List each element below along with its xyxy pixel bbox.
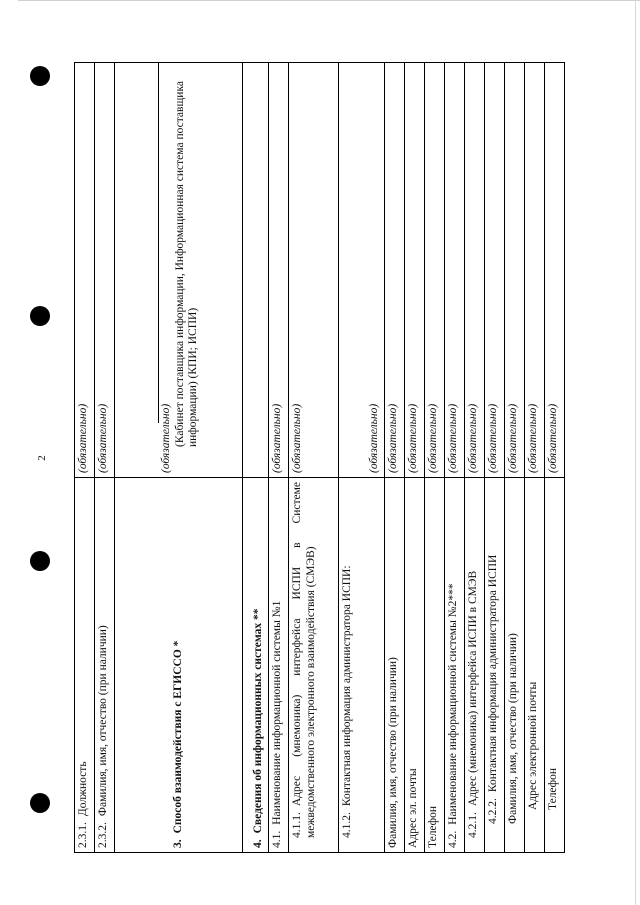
- row-text: Фамилия, имя, отчество (при наличии): [507, 633, 519, 824]
- row-number: 2.3.1.: [77, 822, 89, 848]
- row-label: [425, 478, 445, 853]
- value-cell[interactable]: (обязательно): [465, 63, 485, 478]
- value-cell[interactable]: (обязательно): [269, 63, 289, 478]
- table-row: [505, 63, 525, 853]
- value-cell[interactable]: (обязательно): [75, 63, 95, 478]
- row-number: 4.1.2.: [341, 812, 353, 838]
- row-text: Адрес эл. почты: [407, 768, 419, 848]
- table-row: [95, 63, 115, 853]
- row-label: [445, 478, 465, 853]
- required-label: (обязательно): [159, 403, 172, 473]
- page-number: 2: [36, 455, 48, 461]
- row-text: Адрес (мнемоника) интерфейса ИСПИ в Системе межведомственного электронного взаимодействия (СМЭВ): [291, 482, 317, 838]
- section-number: 3.: [171, 839, 184, 848]
- punch-hole: [30, 306, 50, 326]
- row-label: [75, 478, 95, 853]
- table-row: [525, 63, 545, 853]
- value-cell[interactable]: (обязательно): [525, 63, 545, 478]
- row-text: Должность: [77, 761, 89, 817]
- row-label: [385, 478, 405, 853]
- value-cell: [243, 63, 269, 478]
- section-heading: [243, 478, 269, 853]
- table-row: [545, 63, 565, 853]
- value-cell[interactable]: (обязательно): [445, 63, 465, 478]
- scan-edge: [635, 0, 636, 905]
- table-row: [269, 63, 289, 853]
- row-number: 4.1.: [271, 830, 283, 848]
- row-label: [95, 478, 115, 853]
- scan-edge: [18, 0, 640, 1]
- table-row: [445, 63, 465, 853]
- table-row: [405, 63, 425, 853]
- row-text: Фамилия, имя, отчество (при наличии): [387, 657, 399, 848]
- value-cell[interactable]: (обязательно): [385, 63, 405, 478]
- row-number: 4.2.2.: [487, 798, 499, 824]
- row-label: [505, 478, 525, 853]
- table-row: [243, 63, 269, 853]
- row-label: [465, 478, 485, 853]
- entry-line: [156, 63, 159, 423]
- table-row: [385, 63, 405, 853]
- punch-hole: [30, 66, 50, 86]
- section-title: Сведения об информационных системах **: [252, 608, 265, 834]
- section-title: Способ взаимодействия с ЕГИССО *: [171, 640, 184, 834]
- row-text: Телефон: [547, 767, 559, 810]
- row-label: [405, 478, 425, 853]
- form-table: [74, 62, 565, 853]
- row-number: 4.1.1.: [291, 812, 303, 838]
- value-cell[interactable]: [115, 63, 243, 478]
- row-text: Контактная информация администратора ИСПИ:: [341, 565, 353, 807]
- row-text: Адрес (мнемоника) интерфейса ИСПИ в СМЭВ: [467, 570, 479, 807]
- row-number: 2.3.2.: [97, 822, 109, 848]
- table-row: [289, 63, 339, 853]
- row-label: [289, 478, 339, 853]
- table-row: [425, 63, 445, 853]
- row-text: Адрес электронной почты: [527, 681, 539, 810]
- value-cell[interactable]: (обязательно): [339, 63, 385, 478]
- value-cell[interactable]: (обязательно): [95, 63, 115, 478]
- row-text: Телефон: [427, 805, 439, 848]
- row-text: Наименование информационной системы №2***: [447, 583, 459, 825]
- row-label: [339, 478, 385, 853]
- row-number: 4.2.1.: [467, 812, 479, 838]
- row-text: Фамилия, имя, отчество (при наличии): [97, 625, 109, 817]
- table-row: [75, 63, 95, 853]
- row-text: Контактная информация администратора ИСПИ: [487, 554, 499, 793]
- section-number: 4.: [252, 839, 265, 848]
- punch-hole: [30, 793, 50, 813]
- row-label: [485, 478, 505, 853]
- value-cell[interactable]: (обязательно): [505, 63, 525, 478]
- row-label: [525, 478, 545, 853]
- row-text: Наименование информационной системы №1: [271, 600, 283, 825]
- options-text: (Кабинет поставщика информации, Информационная система поставщика информации) (КПИ; ИСПИ): [173, 81, 200, 447]
- table-row: [115, 63, 243, 853]
- row-number: 4.2.: [447, 830, 459, 848]
- row-label: [269, 478, 289, 853]
- value-cell[interactable]: (обязательно): [405, 63, 425, 478]
- table-row: [465, 63, 485, 853]
- form-table-rotated: [74, 63, 559, 853]
- value-cell[interactable]: (обязательно): [425, 63, 445, 478]
- value-cell[interactable]: (обязательно): [545, 63, 565, 478]
- row-label: [545, 478, 565, 853]
- punch-hole: [30, 551, 50, 571]
- table-row: [485, 63, 505, 853]
- value-cell[interactable]: (обязательно): [289, 63, 339, 478]
- section-heading: [115, 478, 243, 853]
- table-row: [339, 63, 385, 853]
- value-cell[interactable]: (обязательно): [485, 63, 505, 478]
